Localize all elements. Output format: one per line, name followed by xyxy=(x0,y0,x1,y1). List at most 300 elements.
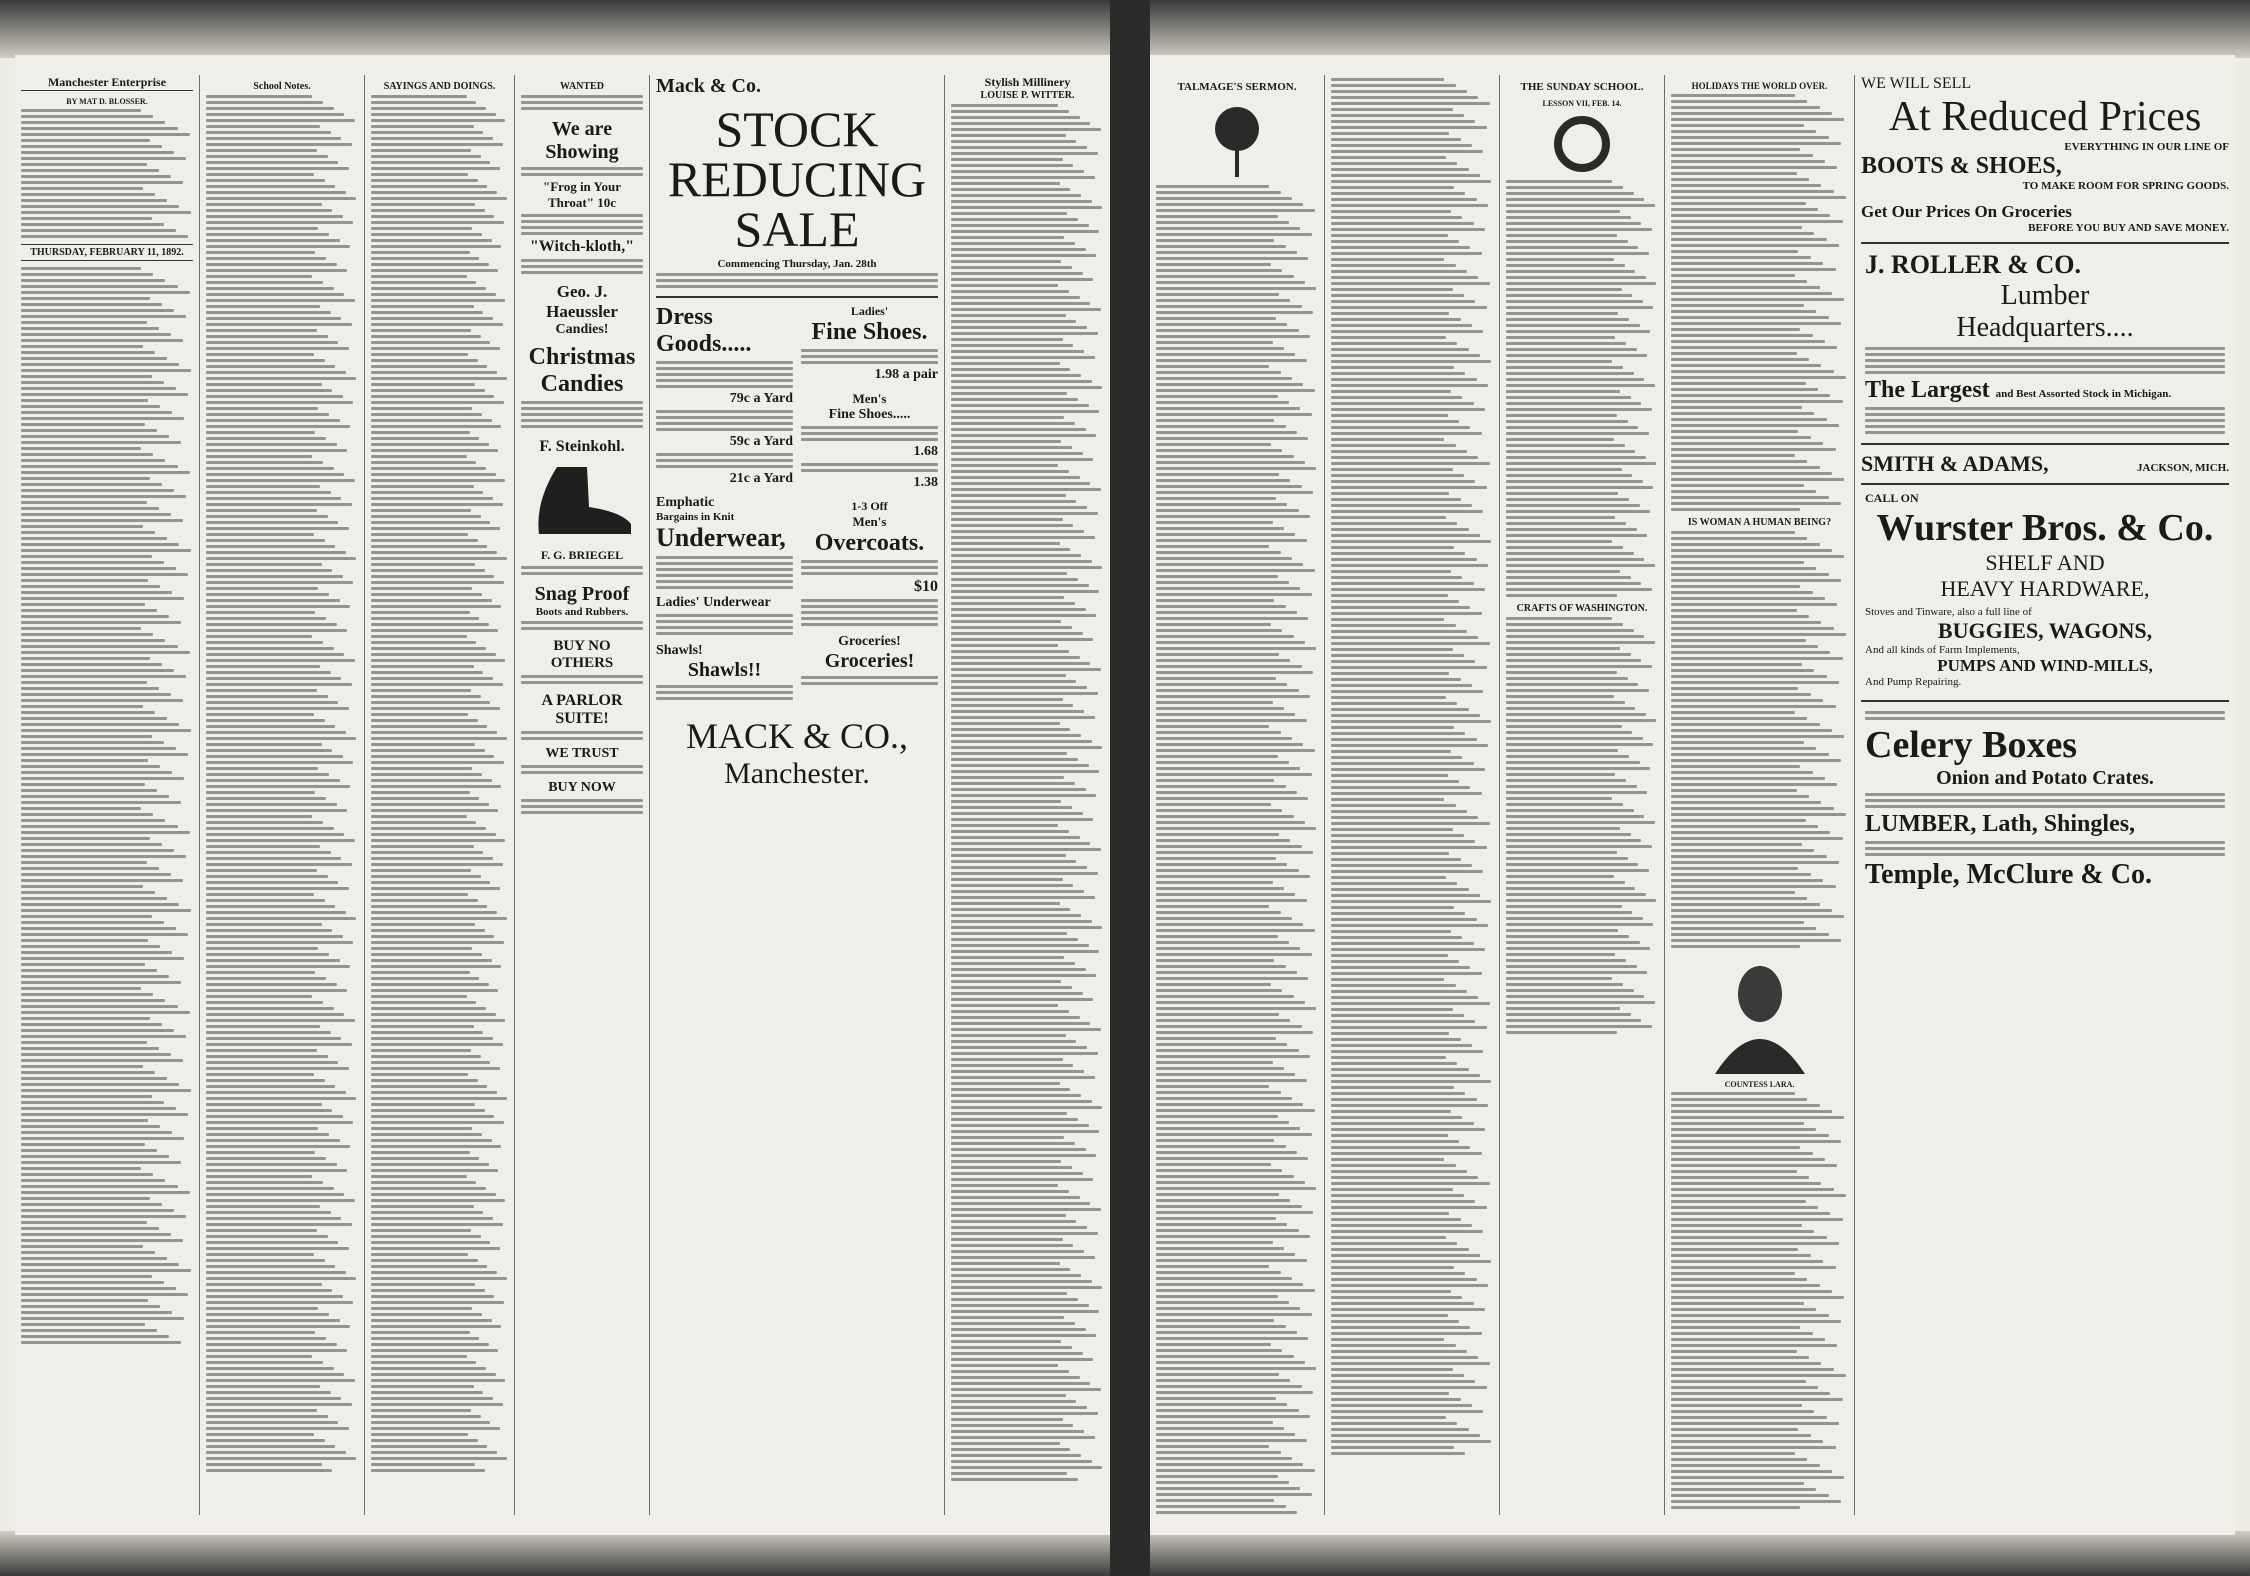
text-line xyxy=(1671,304,1804,307)
text-line xyxy=(1331,150,1483,153)
text-line xyxy=(21,999,165,1002)
text-line xyxy=(951,506,1087,509)
text-line xyxy=(21,109,141,112)
text-line xyxy=(1506,1031,1617,1034)
text-line xyxy=(1506,875,1614,878)
text-line xyxy=(371,245,501,248)
text-line xyxy=(1331,1152,1482,1155)
text-line xyxy=(1506,186,1623,189)
text-line xyxy=(21,1203,162,1206)
left-col-6 xyxy=(945,75,1110,1515)
text-line xyxy=(371,1313,482,1316)
text-line xyxy=(1156,449,1282,452)
text-line xyxy=(1331,900,1491,903)
text-line xyxy=(371,449,498,452)
text-line xyxy=(1671,118,1844,121)
text-line xyxy=(1671,1206,1818,1209)
text-line xyxy=(1671,1110,1832,1113)
text-line xyxy=(1671,496,1829,499)
text-line xyxy=(1671,160,1825,163)
text-line xyxy=(1156,185,1269,188)
text-line xyxy=(951,1478,1078,1481)
text-line xyxy=(951,524,1073,527)
text-line xyxy=(21,205,179,208)
text-line xyxy=(206,725,335,728)
text-line xyxy=(206,929,332,932)
text-line xyxy=(951,746,1102,749)
text-line xyxy=(206,1373,344,1376)
text-line xyxy=(371,1163,489,1166)
text-line xyxy=(1671,250,1798,253)
text-line xyxy=(1156,521,1273,524)
text-line xyxy=(371,467,486,470)
text-line xyxy=(1156,635,1294,638)
text-line xyxy=(1331,762,1474,765)
text-line xyxy=(1506,390,1620,393)
text-line xyxy=(1671,1242,1839,1245)
text-line xyxy=(371,221,504,224)
text-line xyxy=(1506,1019,1641,1022)
text-line xyxy=(371,689,471,692)
text-line xyxy=(1331,1104,1488,1107)
text-line xyxy=(206,497,341,500)
text-line xyxy=(951,380,1092,383)
text-line xyxy=(1671,891,1795,894)
text-line xyxy=(1671,819,1806,822)
text-line xyxy=(1331,1410,1483,1413)
text-line xyxy=(206,299,355,302)
text-line xyxy=(371,1409,471,1412)
text-line xyxy=(1506,893,1646,896)
text-line xyxy=(1156,857,1276,860)
text-line xyxy=(371,1361,476,1364)
text-line xyxy=(951,1304,1089,1307)
text-line xyxy=(371,1235,481,1238)
text-line xyxy=(1331,1266,1454,1269)
text-line xyxy=(951,908,1070,911)
text-line xyxy=(1671,1506,1800,1509)
text-line xyxy=(371,515,481,518)
text-line xyxy=(371,1349,498,1352)
text-line xyxy=(21,759,148,762)
text-line xyxy=(1506,546,1623,549)
text-line xyxy=(1331,1200,1475,1203)
text-line xyxy=(1331,276,1478,279)
text-line xyxy=(21,223,164,226)
text-line xyxy=(1506,665,1652,668)
text-line xyxy=(371,401,504,404)
right-col-4 xyxy=(1665,75,1855,1515)
text-line xyxy=(951,176,1095,179)
text-line xyxy=(206,809,347,812)
text-line xyxy=(371,761,504,764)
text-line xyxy=(206,1229,317,1232)
text-line xyxy=(1156,1319,1274,1322)
text-line xyxy=(206,527,349,530)
text-line xyxy=(1331,612,1482,615)
text-line xyxy=(1671,771,1813,774)
text-line xyxy=(1156,977,1308,980)
text-line xyxy=(1331,426,1470,429)
text-line xyxy=(206,803,337,806)
text-line xyxy=(1331,876,1446,879)
text-line xyxy=(951,902,1060,905)
text-line xyxy=(206,1151,315,1154)
text-line xyxy=(1331,696,1446,699)
text-line xyxy=(1331,1272,1465,1275)
text-line xyxy=(21,285,178,288)
ad-briegel: F. G. BRIEGEL xyxy=(540,548,624,562)
text-line xyxy=(1331,852,1449,855)
text-line xyxy=(1156,515,1310,518)
text-line xyxy=(21,633,153,636)
text-line xyxy=(1331,1242,1457,1245)
text-line xyxy=(371,1457,507,1460)
text-line xyxy=(1331,840,1475,843)
text-line xyxy=(1156,257,1308,260)
text-line xyxy=(1331,432,1482,435)
text-line xyxy=(951,614,1096,617)
text-line xyxy=(206,971,315,974)
text-line xyxy=(1506,420,1628,423)
text-line xyxy=(21,459,165,462)
text-line xyxy=(371,731,497,734)
text-line xyxy=(1156,1223,1287,1226)
mack-logo: Mack & Co. xyxy=(656,75,761,97)
text-line xyxy=(206,473,344,476)
text-line xyxy=(1156,215,1278,218)
text-line xyxy=(951,212,1067,215)
text-line xyxy=(21,537,167,540)
text-line xyxy=(1506,228,1652,231)
text-line xyxy=(371,881,490,884)
text-line xyxy=(1331,354,1480,357)
wurster-bros: Wurster Bros. & Co. xyxy=(1876,507,2214,549)
text-line xyxy=(1671,1122,1804,1125)
text-line xyxy=(1156,1511,1297,1514)
text-line xyxy=(1156,809,1282,812)
text-line xyxy=(1506,797,1612,800)
text-line xyxy=(21,1263,179,1266)
text-line xyxy=(206,779,340,782)
text-line xyxy=(1506,971,1647,974)
text-line xyxy=(1156,647,1316,650)
text-line xyxy=(206,311,331,314)
text-line xyxy=(1156,1289,1315,1292)
text-line xyxy=(1331,462,1490,465)
text-line xyxy=(371,1451,497,1454)
text-line xyxy=(371,611,470,614)
text-line xyxy=(21,813,153,816)
text-line xyxy=(1671,334,1813,337)
text-line xyxy=(206,1217,341,1220)
price-21c: 21c a Yard xyxy=(729,471,793,486)
text-line xyxy=(1506,204,1655,207)
text-line xyxy=(1671,555,1844,558)
text-line xyxy=(206,701,338,704)
text-line xyxy=(1156,1325,1286,1328)
text-line xyxy=(1156,593,1312,596)
text-line xyxy=(951,1070,1084,1073)
text-line xyxy=(206,887,349,890)
text-line xyxy=(1156,1097,1292,1100)
text-line xyxy=(1156,947,1300,950)
text-line xyxy=(21,1197,150,1200)
text-line xyxy=(951,1382,1090,1385)
text-line xyxy=(21,735,152,738)
text-line xyxy=(371,701,490,704)
text-line xyxy=(1331,240,1459,243)
text-line xyxy=(1331,258,1444,261)
text-line xyxy=(1331,234,1448,237)
text-line xyxy=(1671,394,1830,397)
text-line xyxy=(371,845,474,848)
crafts-heading: CRAFTS OF WASHINGTON. xyxy=(1516,603,1648,614)
text-line xyxy=(206,563,322,566)
text-line xyxy=(1331,858,1461,861)
text-line xyxy=(951,236,1064,239)
text-line xyxy=(206,791,315,794)
lumber-lath-shingles: LUMBER, Lath, Shingles, xyxy=(1865,811,2136,837)
text-line xyxy=(1671,705,1836,708)
text-line xyxy=(1156,467,1316,470)
text-line xyxy=(951,650,1069,653)
text-line xyxy=(951,1094,1081,1097)
text-line xyxy=(21,303,162,306)
text-line xyxy=(1671,502,1841,505)
text-line xyxy=(1156,221,1289,224)
text-line xyxy=(371,317,493,320)
text-line xyxy=(206,317,341,320)
text-line xyxy=(1331,1398,1461,1401)
everything-line: EVERYTHING IN OUR LINE OF xyxy=(2064,141,2229,153)
text-line xyxy=(206,1079,325,1082)
text-line xyxy=(1506,959,1626,962)
text-line xyxy=(206,1037,341,1040)
text-line xyxy=(21,837,150,840)
text-line xyxy=(1156,1067,1284,1070)
text-line xyxy=(206,827,334,830)
text-line xyxy=(206,581,353,584)
text-line xyxy=(1671,1140,1841,1143)
text-line xyxy=(1506,270,1635,273)
text-line xyxy=(371,281,476,284)
text-line xyxy=(1331,990,1467,993)
text-line xyxy=(1671,729,1832,732)
text-line xyxy=(951,452,1083,455)
text-line xyxy=(1331,342,1457,345)
text-line xyxy=(951,1172,1083,1175)
text-line xyxy=(1331,1434,1480,1437)
call-on: CALL ON xyxy=(1865,491,1919,505)
text-line xyxy=(21,945,160,948)
text-line xyxy=(21,471,190,474)
text-line xyxy=(1331,252,1482,255)
text-line xyxy=(1331,204,1488,207)
text-line xyxy=(951,668,1101,671)
text-line xyxy=(371,1253,468,1256)
text-line xyxy=(21,139,150,142)
text-line xyxy=(1156,1163,1271,1166)
text-line xyxy=(951,1442,1060,1445)
text-line xyxy=(371,653,496,656)
text-line xyxy=(951,140,1076,143)
text-line xyxy=(951,1226,1087,1229)
text-line xyxy=(1331,1176,1478,1179)
shawls-1: Shawls! xyxy=(656,643,703,658)
text-line xyxy=(1671,1284,1820,1287)
text-line xyxy=(951,734,1081,737)
text-line xyxy=(21,645,178,648)
text-line xyxy=(206,707,349,710)
text-line xyxy=(1671,699,1823,702)
text-line xyxy=(1671,142,1841,145)
text-line xyxy=(21,181,183,184)
text-line xyxy=(1331,1110,1451,1113)
text-line xyxy=(1331,468,1453,471)
text-line xyxy=(371,971,470,974)
right-col-5-ads xyxy=(1855,75,2235,1515)
text-line xyxy=(1671,657,1843,660)
text-line xyxy=(206,1283,322,1286)
text-line xyxy=(1506,743,1653,746)
text-line xyxy=(371,1067,500,1070)
text-line xyxy=(1331,1332,1482,1335)
text-line xyxy=(1156,575,1278,578)
text-line xyxy=(1331,78,1444,81)
text-line xyxy=(951,824,1058,827)
text-line xyxy=(206,1133,329,1136)
text-line xyxy=(1331,264,1456,267)
text-line xyxy=(371,1091,497,1094)
text-line xyxy=(1671,1266,1836,1269)
text-line xyxy=(206,1301,353,1304)
text-line xyxy=(21,705,143,708)
text-line xyxy=(951,692,1098,695)
text-line xyxy=(1331,972,1482,975)
text-line xyxy=(1671,843,1802,846)
text-line xyxy=(951,662,1090,665)
text-line xyxy=(206,1193,344,1196)
text-line xyxy=(1671,615,1809,618)
text-line xyxy=(1506,210,1620,213)
text-line xyxy=(206,773,329,776)
text-line xyxy=(371,191,497,194)
text-line xyxy=(371,167,500,170)
text-line xyxy=(1671,795,1809,798)
text-line xyxy=(21,211,191,214)
text-line xyxy=(1331,894,1480,897)
text-line xyxy=(1671,1494,1829,1497)
text-line xyxy=(1671,358,1809,361)
text-line xyxy=(1156,983,1271,986)
text-line xyxy=(206,1247,349,1250)
text-line xyxy=(1156,989,1282,992)
text-line xyxy=(21,939,148,942)
text-line xyxy=(1506,384,1655,387)
text-line xyxy=(951,770,1099,773)
text-line xyxy=(21,429,157,432)
text-line xyxy=(1156,953,1312,956)
text-line xyxy=(206,1019,355,1022)
text-line xyxy=(206,323,352,326)
text-line xyxy=(1331,96,1478,99)
text-line xyxy=(206,1319,340,1322)
text-line xyxy=(1671,1128,1816,1131)
text-line xyxy=(1506,623,1623,626)
text-line xyxy=(1671,1218,1843,1221)
text-line xyxy=(1156,785,1286,788)
text-line xyxy=(371,857,493,860)
mack-footer: MACK & CO., xyxy=(685,716,909,756)
text-line xyxy=(1506,791,1647,794)
text-line xyxy=(371,797,479,800)
text-line xyxy=(951,122,1090,125)
text-line xyxy=(951,914,1081,917)
text-line xyxy=(21,151,174,154)
text-line xyxy=(951,1322,1075,1325)
text-line xyxy=(951,446,1072,449)
text-line xyxy=(1671,885,1836,888)
text-line xyxy=(371,1469,485,1472)
text-line xyxy=(1156,677,1276,680)
text-line xyxy=(1156,347,1284,350)
text-line xyxy=(206,1235,328,1238)
text-line xyxy=(371,1391,483,1394)
text-line xyxy=(206,197,356,200)
mens-fine-shoes: Fine Shoes..... xyxy=(828,407,911,422)
text-line xyxy=(1331,444,1456,447)
text-line xyxy=(1156,203,1303,206)
ladies-underwear: Ladies' Underwear xyxy=(656,595,771,610)
text-line xyxy=(371,707,500,710)
text-line xyxy=(1156,485,1302,488)
text-line xyxy=(1331,906,1454,909)
text-line xyxy=(371,743,475,746)
text-line xyxy=(371,1019,505,1022)
text-line xyxy=(21,1071,155,1074)
text-line xyxy=(1506,576,1631,579)
text-line xyxy=(21,687,159,690)
text-line xyxy=(206,155,328,158)
text-line xyxy=(1671,681,1839,684)
text-line xyxy=(1156,443,1271,446)
text-line xyxy=(1156,557,1292,560)
text-line xyxy=(371,1367,486,1370)
text-line xyxy=(206,851,331,854)
text-line xyxy=(1671,735,1844,738)
text-line xyxy=(1331,228,1485,231)
text-line xyxy=(1331,630,1467,633)
text-line xyxy=(1331,714,1480,717)
text-line xyxy=(1156,731,1281,734)
text-line xyxy=(1506,941,1640,944)
text-line xyxy=(1671,1452,1795,1455)
text-line xyxy=(1671,436,1811,439)
text-line xyxy=(1671,154,1813,157)
text-line xyxy=(1156,1235,1310,1238)
text-line xyxy=(206,467,334,470)
text-line xyxy=(1671,939,1841,942)
text-line xyxy=(951,440,1061,443)
text-line xyxy=(1156,335,1310,338)
text-line xyxy=(951,536,1095,539)
text-line xyxy=(206,1337,326,1340)
article-body xyxy=(1331,78,1493,1455)
text-line xyxy=(1671,747,1816,750)
sale-heading: SALE xyxy=(734,201,860,257)
text-line xyxy=(1156,269,1282,272)
